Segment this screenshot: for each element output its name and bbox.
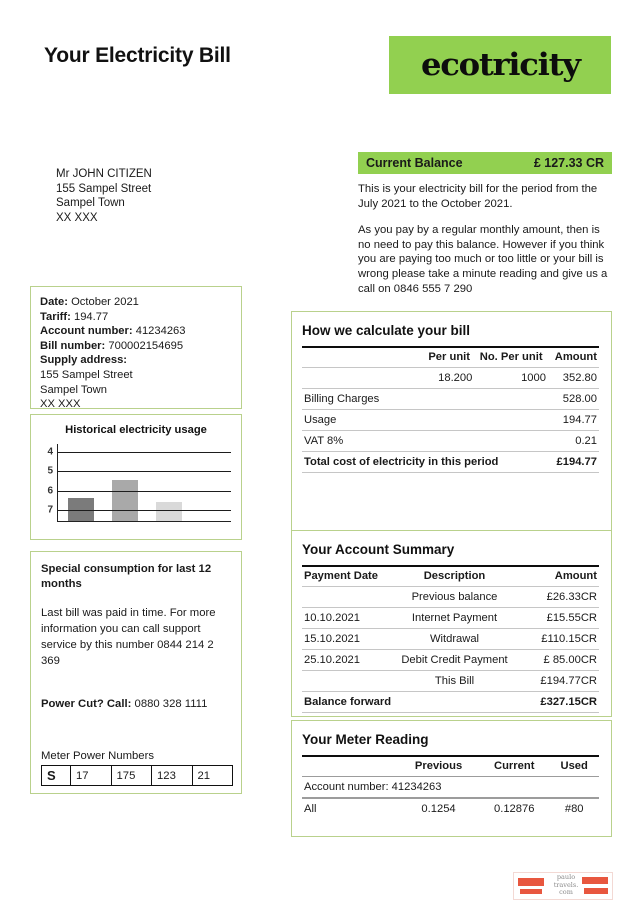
summary-date-4 <box>302 671 394 692</box>
calc-cell-0-1: 18.200 <box>424 368 474 389</box>
calc-cell-3-3: 0.21 <box>548 431 599 452</box>
calculate-bill-body <box>302 368 599 473</box>
table-row <box>302 650 599 671</box>
table-row <box>302 798 599 819</box>
calc-cell-2-3: 194.77 <box>548 410 599 431</box>
meter-reading-box <box>291 720 612 837</box>
meter-reading-header-row <box>302 756 599 777</box>
chart-y-tick-4: 4 <box>47 446 53 458</box>
billing-period-text: This is your electricity bill for the period from the July 2021 to the October 2021. <box>358 183 598 210</box>
table-row <box>302 431 599 452</box>
meter-cell-0-2: 0.12876 <box>494 803 535 815</box>
meter-reading-body <box>302 777 599 820</box>
calc-cell-2-0: Usage <box>302 410 424 431</box>
calculate-bill-table <box>302 346 599 473</box>
supply-address-line1: 155 Sampel Street <box>40 368 133 381</box>
meter-account-row <box>302 777 599 799</box>
current-balance-panel <box>358 152 612 296</box>
bill-date-value: October 2021 <box>71 296 139 308</box>
calc-col-2: No. Per unit <box>474 347 548 368</box>
summary-date-0 <box>302 587 394 608</box>
account-summary-body <box>302 587 599 713</box>
chart-gridline-4 <box>58 452 231 453</box>
meter-col-2: Current <box>479 756 549 777</box>
current-balance-amount: £ 127.33 CR <box>533 156 604 170</box>
meter-reading-table <box>302 755 599 819</box>
meter-col-0 <box>302 756 398 777</box>
calc-total-label: Total cost of electricity in this period <box>302 452 548 473</box>
summary-date-2: 15.10.2021 <box>302 629 394 650</box>
calc-cell-1-2 <box>474 389 548 410</box>
chart-bar-2 <box>112 480 138 521</box>
table-row <box>302 671 599 692</box>
account-summary-table <box>302 565 599 713</box>
customer-postcode: XX XXX <box>56 211 98 224</box>
customer-address-line1: 155 Sampel Street <box>56 182 152 195</box>
summary-amount-2: £110.15CR <box>515 629 599 650</box>
calc-cell-0-0 <box>302 368 424 389</box>
customer-address-line2: Sampel Town <box>56 197 125 209</box>
summary-col-1: Description <box>394 566 515 587</box>
chart-y-tick-7: 7 <box>47 504 53 516</box>
summary-desc-0: Previous balance <box>394 587 515 608</box>
bill-account-label: Account number: <box>40 325 133 338</box>
balance-forward-row <box>302 692 599 713</box>
bill-date-row <box>40 295 232 310</box>
calculate-bill-box <box>291 311 612 533</box>
table-row <box>302 629 599 650</box>
chart-bar-1 <box>68 498 94 521</box>
bill-tariff-label: Tariff: <box>40 310 71 323</box>
special-consumption-body: Last bill was paid in time. For more information you can call support service by this number 0844 214 2 369 <box>41 607 216 667</box>
ecotricity-logo <box>389 36 611 94</box>
meter-col-1: Previous <box>398 756 479 777</box>
calculate-bill-heading: How we calculate your bill <box>302 323 471 338</box>
summary-date-1: 10.10.2021 <box>302 608 394 629</box>
calc-cell-1-1 <box>424 389 474 410</box>
logo-line-1: paulo <box>556 873 576 881</box>
chart-gridline-7 <box>58 510 231 511</box>
meter-number-cell-4: 21 <box>192 766 233 786</box>
summary-col-0: Payment Date <box>302 566 394 587</box>
summary-desc-4: This Bill <box>394 671 515 692</box>
power-cut-number: 0880 328 1111 <box>134 698 208 710</box>
bill-details-list <box>31 287 241 412</box>
meter-power-numbers-row <box>42 766 233 786</box>
current-balance-label: Current Balance <box>366 156 463 170</box>
paulo-travels-logo <box>513 872 613 900</box>
current-balance-bar <box>358 152 612 174</box>
calc-cell-1-0: Billing Charges <box>302 389 424 410</box>
chart-y-tick-5: 5 <box>47 465 53 477</box>
bill-number-value: 700002154695 <box>108 339 184 352</box>
chart-gridline-5 <box>58 471 231 472</box>
meter-power-numbers-title: Meter Power Numbers <box>41 750 155 762</box>
power-cut-label: Power Cut? Call: <box>41 698 132 710</box>
bill-tariff-value: 194.77 <box>73 310 109 323</box>
special-consumption-inner <box>31 552 241 786</box>
calc-col-3: Amount <box>548 347 599 368</box>
calc-total-row <box>302 452 599 473</box>
bill-date-label: Date: <box>40 296 68 308</box>
chart-y-axis-labels <box>39 444 55 522</box>
summary-date-3: 25.10.2021 <box>302 650 394 671</box>
chart-area <box>39 444 231 522</box>
account-summary-header-row <box>302 566 599 587</box>
calc-cell-3-2 <box>474 431 548 452</box>
chart-gridline-6 <box>58 491 231 492</box>
summary-amount-3: £ 85.00CR <box>515 650 599 671</box>
page-title: Your Electricity Bill <box>44 44 231 67</box>
special-consumption-heading: Special consumption for last 12 months <box>41 563 212 590</box>
calc-cell-2-1 <box>424 410 474 431</box>
meter-number-cell-1: 17 <box>71 766 112 786</box>
ecotricity-logo-text: ecotricity <box>420 47 580 83</box>
summary-amount-0: £26.33CR <box>515 587 599 608</box>
calc-total-amount: £194.77 <box>548 452 599 473</box>
meter-number-cell-0: S <box>42 766 71 786</box>
balance-forward-label: Balance forward <box>302 692 515 713</box>
calc-cell-1-3: 528.00 <box>548 389 599 410</box>
table-row <box>302 410 599 431</box>
calculate-bill-header-row <box>302 347 599 368</box>
supply-address-line2: Sampel Town <box>40 383 107 396</box>
summary-amount-4: £194.77CR <box>515 671 599 692</box>
meter-reading-heading: Your Meter Reading <box>302 732 429 747</box>
summary-amount-1: £15.55CR <box>515 608 599 629</box>
logo-bar-left-top <box>518 878 544 886</box>
payment-advice-text: As you pay by a regular monthly amount, then is no need to pay this balance. However if you think you are paying too much or too little or your bill is wrong please take a minute reading and give us a call on 0846 555 7 290 <box>358 224 608 295</box>
meter-col-3: Used <box>549 756 599 777</box>
calc-col-0 <box>302 347 424 368</box>
meter-cell-0-0: All <box>304 803 317 815</box>
historical-usage-chart-box <box>30 414 242 540</box>
account-summary-heading: Your Account Summary <box>302 542 455 557</box>
summary-desc-1: Internet Payment <box>394 608 515 629</box>
calc-cell-3-0: VAT 8% <box>302 431 424 452</box>
calc-cell-2-2 <box>474 410 548 431</box>
meter-number-cell-3: 123 <box>152 766 193 786</box>
summary-desc-3: Debit Credit Payment <box>394 650 515 671</box>
bill-number-row <box>40 339 232 354</box>
power-cut-row <box>41 697 231 712</box>
table-row <box>302 368 599 389</box>
meter-power-numbers-table <box>41 765 233 786</box>
balance-forward-amount: £327.15CR <box>515 692 599 713</box>
chart-plot <box>57 444 231 522</box>
bill-account-row <box>40 324 232 339</box>
chart-y-tick-6: 6 <box>47 485 53 497</box>
table-row <box>302 389 599 410</box>
logo-line-2: travels. <box>553 880 579 889</box>
table-row <box>302 608 599 629</box>
table-row <box>302 587 599 608</box>
summary-desc-2: Witdrawal <box>394 629 515 650</box>
calc-cell-0-2: 1000 <box>474 368 548 389</box>
supply-address-line3: XX XXX <box>40 398 81 411</box>
account-summary-box <box>291 530 612 717</box>
special-consumption-box <box>30 551 242 794</box>
logo-line-3: com <box>559 888 573 896</box>
bill-number-label: Bill number: <box>40 339 106 352</box>
logo-wordmark <box>542 874 590 897</box>
meter-cell-0-1: 0.1254 <box>421 803 456 815</box>
chart-title: Historical electricity usage <box>65 424 207 436</box>
customer-address <box>56 167 152 225</box>
bill-tariff-row <box>40 310 232 325</box>
bill-details-box <box>30 286 242 409</box>
calc-cell-0-3: 352.80 <box>548 368 599 389</box>
calc-cell-3-1 <box>424 431 474 452</box>
supply-address-label: Supply address: <box>40 354 128 367</box>
meter-account-number: Account number: 41234263 <box>302 777 599 799</box>
logo-bar-left-bottom <box>520 889 542 894</box>
summary-col-2: Amount <box>515 566 599 587</box>
meter-cell-0-3: #80 <box>564 803 584 815</box>
calc-col-1: Per unit <box>424 347 474 368</box>
customer-name: Mr JOHN CITIZEN <box>56 168 152 180</box>
bill-account-value: 41234263 <box>135 325 186 338</box>
supply-address-label-row <box>40 353 232 368</box>
meter-number-cell-2: 175 <box>111 766 152 786</box>
